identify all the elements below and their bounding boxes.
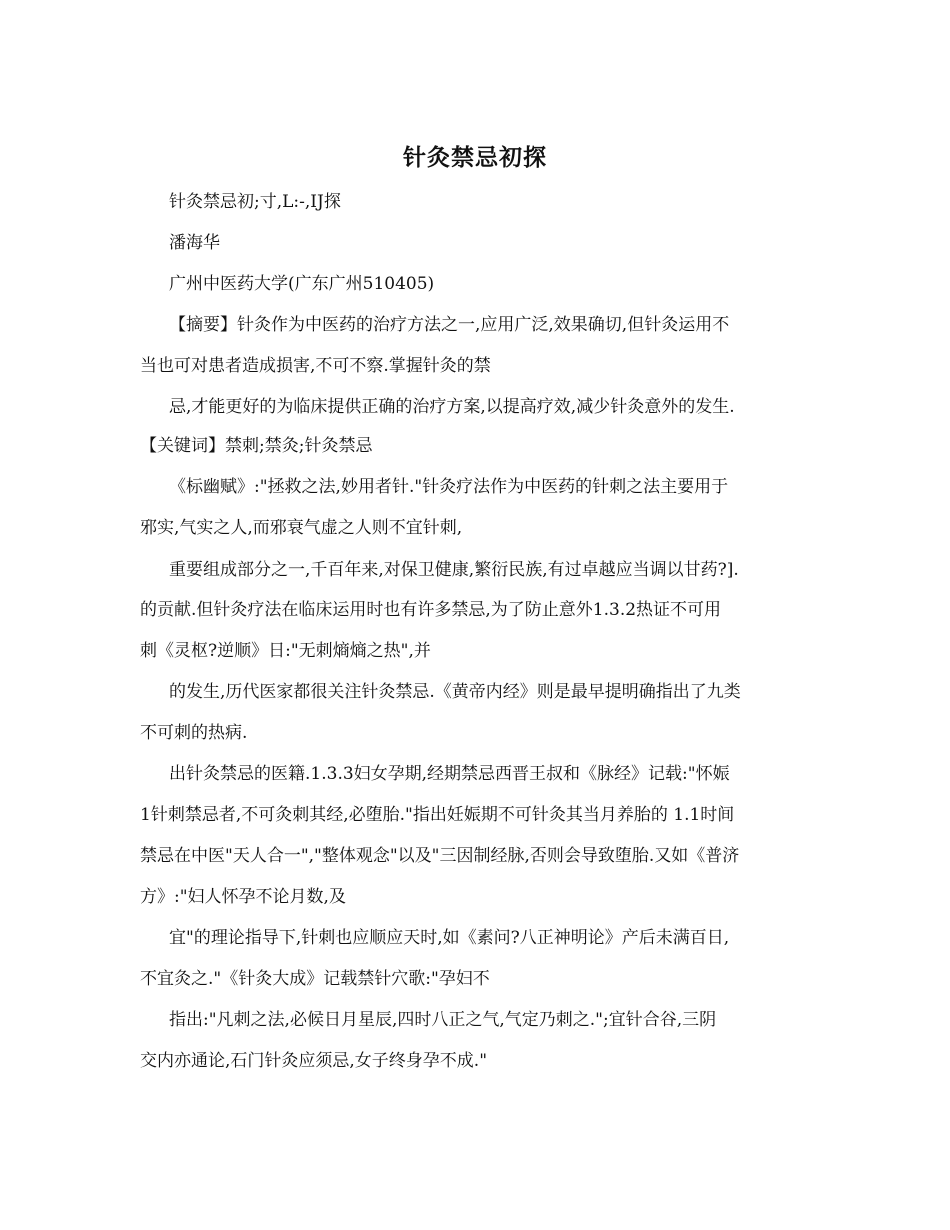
text-line: 的贡献.但针灸疗法在临床运用时也有许多禁忌,为了防止意外1.3.2热证不可用 [140,600,722,620]
text-line: 邪实,气实之人,而邪衰气虚之人则不宜针刺, [140,518,463,538]
text-line: 【摘要】针灸作为中医药的治疗方法之一,应用广泛,效果确切,但针灸运用不 [169,315,730,335]
text-line: 《标幽赋》:"拯救之法,妙用者针."针灸疗法作为中医药的针刺之法主要用于 [169,477,729,497]
page-title: 针灸禁忌初探 [403,144,547,171]
text-line: 重要组成部分之一,千百年来,对保卫健康,繁衍民族,有过卓越应当调以甘药?]. [169,560,739,580]
text-line: 不宜灸之."《针灸大成》记载禁针穴歌:"孕妇不 [140,969,490,989]
text-line: 宜"的理论指导下,针刺也应顺应天时,如《素问?八正神明论》产后未满百日, [169,928,730,948]
text-line: 【关键词】禁刺;禁灸;针灸禁忌 [140,436,373,456]
text-line: 潘海华 [169,233,220,253]
text-line: 指出:"凡刺之法,必候日月星辰,四时八正之气,气定乃刺之.";宜针合谷,三阴 [169,1010,717,1030]
text-line: 刺《灵枢?逆顺》日:"无刺熵熵之热",并 [140,641,431,661]
text-line: 针灸禁忌初;寸,L:-,IJ探 [169,192,341,212]
text-line: 广州中医药大学(广东广州510405) [169,274,435,294]
text-line: 禁忌在中医"天人合一","整体观念"以及"三因制经脉,否则会导致堕胎.又如《普济 [140,846,740,866]
text-line: 不可刺的热病. [140,723,248,743]
text-line: 当也可对患者造成损害,不可不察.掌握针灸的禁 [140,356,491,376]
text-line: 交内亦通论,石门针灸应须忌,女子终身孕不成." [140,1051,488,1071]
text-line: 忌,才能更好的为临床提供正确的治疗方案,以提高疗效,减少针灸意外的发生. [169,397,735,417]
text-line: 1针刺禁忌者,不可灸刺其经,必堕胎."指出妊娠期不可针灸其当月养胎的 1.1时间 [140,805,735,825]
text-line: 的发生,历代医家都很关注针灸禁忌.《黄帝内经》则是最早提明确指出了九类 [169,682,741,702]
text-line: 方》:"妇人怀孕不论月数,及 [140,887,346,907]
text-line: 出针灸禁忌的医籍.1.3.3妇女孕期,经期禁忌西晋王叔和《脉经》记载:"怀娠 [169,764,730,784]
